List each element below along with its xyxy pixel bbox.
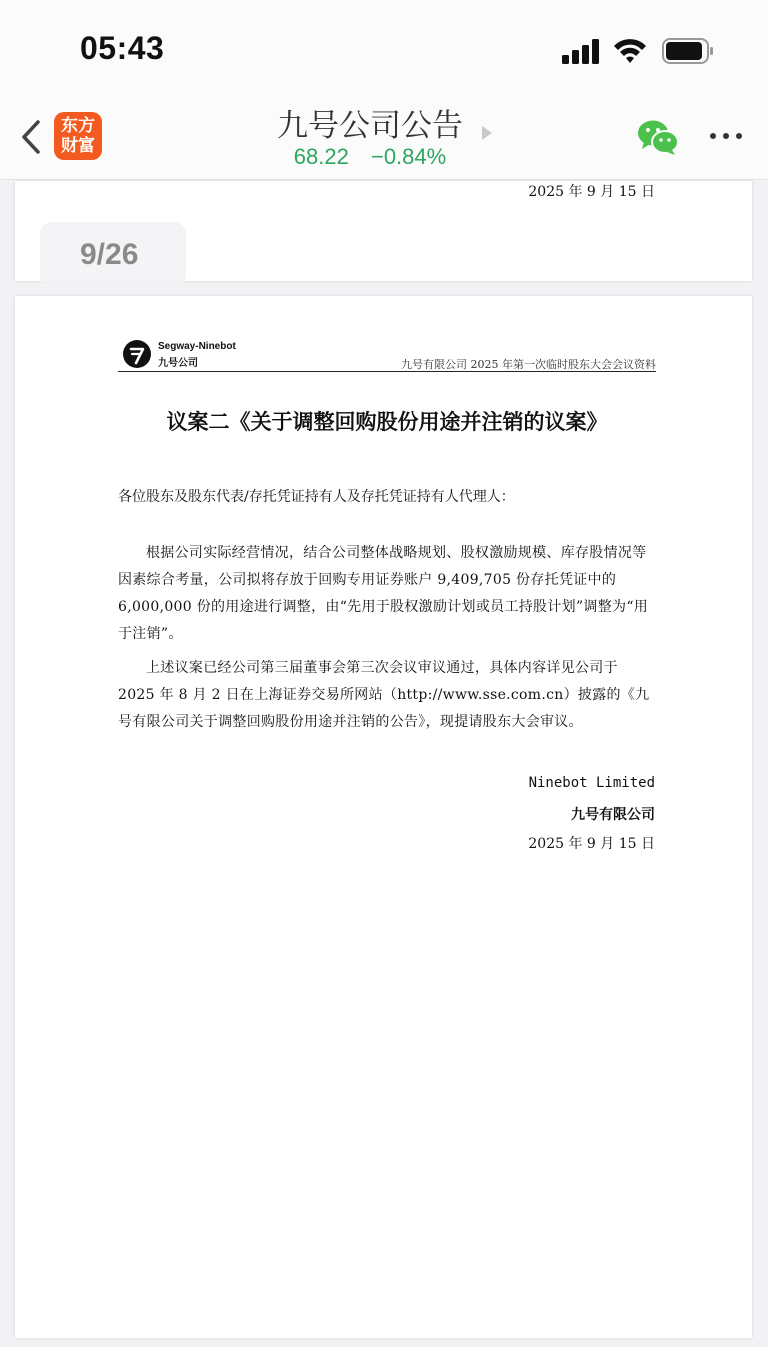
- cellular-signal-icon: [562, 38, 602, 64]
- status-time: 05:43: [80, 30, 165, 66]
- document-salutation: 各位股东及股东代表/存托凭证持有人及存托凭证持有人代理人：: [118, 489, 515, 505]
- stock-change: −0.84%: [370, 144, 447, 169]
- app-logo[interactable]: [54, 112, 102, 160]
- battery-icon: [662, 38, 714, 64]
- stock-price: 68.22: [293, 144, 349, 169]
- brand-name-en: Segway-Ninebot: [158, 341, 236, 352]
- status-bar: [0, 0, 768, 100]
- app-logo-line1: 东方: [61, 116, 95, 136]
- brand-name-cn: 九号公司: [158, 358, 198, 369]
- signature-company-cn: 九号有限公司: [571, 807, 655, 823]
- document-page[interactable]: [15, 296, 752, 1338]
- signature-company-en: Ninebot Limited: [528, 775, 655, 791]
- page-title[interactable]: 九号公司公告: [277, 108, 463, 144]
- more-options-icon[interactable]: [708, 130, 744, 142]
- nav-bar: [0, 100, 768, 180]
- wechat-share-icon[interactable]: [636, 118, 680, 156]
- document-header-title: 九号有限公司 2025 年第一次临时股东大会会议资料: [401, 358, 656, 371]
- back-arrow-icon[interactable]: [16, 118, 46, 156]
- app-logo-line2: 财富: [61, 136, 95, 156]
- signature-date: 2025 年 9 月 15 日: [528, 836, 655, 852]
- wifi-icon: [612, 36, 648, 64]
- title-chevron-right-icon[interactable]: [482, 126, 492, 140]
- stock-quote: [230, 144, 510, 170]
- document-title: 议案二《关于调整回购股份用途并注销的议案》: [166, 409, 608, 434]
- previous-page-date: 2025 年 9 月 15 日: [528, 184, 655, 200]
- segway-ninebot-logo-icon: [122, 339, 152, 369]
- document-paragraph-2: 上述议案已经公司第三届董事会第三次会议审议通过，具体内容详见公司于 2025 年 8 月 2 日在上海证券交易所网站（http://www.sse.com.cn）披露的《九号有限公司关于调整回购股份用途并注销的公告》，现提请股东大会审议。: [118, 660, 650, 730]
- page-indicator: 9/26: [40, 222, 186, 288]
- document-header: [118, 336, 656, 372]
- document-paragraph-1: 根据公司实际经营情况，结合公司整体战略规划、股权激励规模、库存股情况等因素综合考量，公司拟将存放于回购专用证券账户 9,409,705 份存托凭证中的 6,000,000 份的用途进行调整，由“先用于股权激励计划或员工持股计划”调整为“用于注销”。: [118, 545, 649, 642]
